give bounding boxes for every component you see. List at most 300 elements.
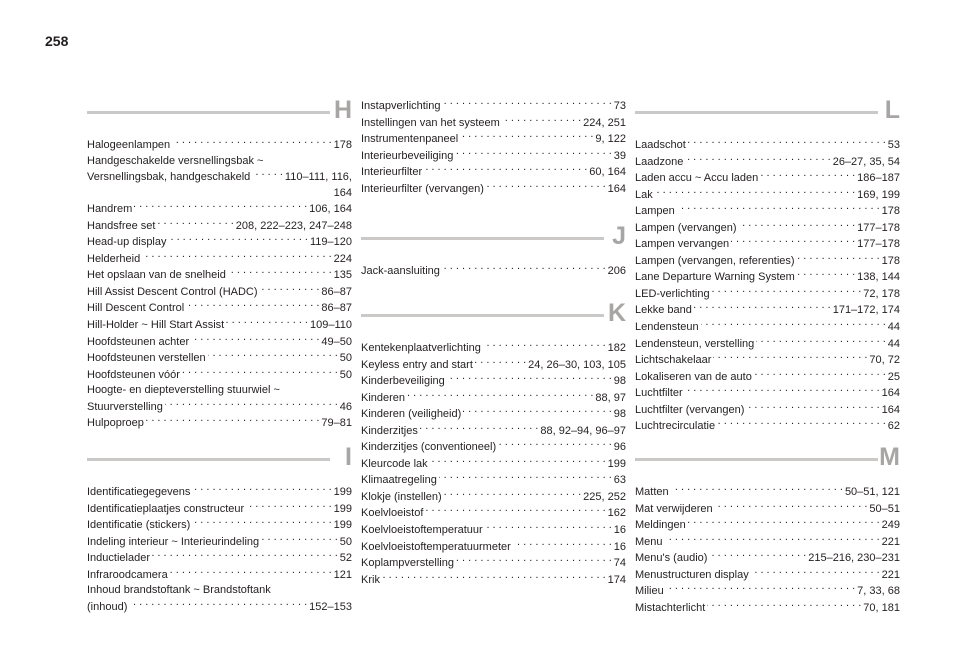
entry-term: Laadschot [635, 139, 686, 151]
dot-leader [701, 319, 886, 330]
entry-term: Kleurcode lak [361, 457, 428, 470]
index-entry [87, 517, 352, 534]
entry-line [361, 181, 626, 198]
dot-leader [756, 336, 886, 347]
entry-pages: 164 [881, 403, 900, 416]
entry-line [361, 164, 626, 181]
entry-line [635, 567, 900, 584]
index-entry [87, 334, 352, 351]
entry-pages: 199 [607, 457, 626, 470]
section-rule [635, 111, 878, 114]
dot-leader [707, 600, 861, 611]
dot-leader [717, 418, 886, 429]
entry-term: Keyless entry and start [361, 358, 473, 371]
entry-list [361, 98, 626, 197]
entry-pages: 225, 252 [583, 490, 626, 503]
index-entry [635, 203, 900, 220]
entry-term-line: Hoogte- en diepteverstelling stuurwiel ~ [87, 384, 280, 397]
entry-pages: 70, 72 [869, 354, 900, 367]
index-entry [361, 148, 626, 165]
entry-line [635, 501, 900, 518]
dot-leader [713, 352, 867, 363]
entry-line [635, 137, 900, 154]
dot-leader [797, 269, 855, 280]
entry-term: Meldingen [635, 519, 686, 532]
dot-leader [760, 170, 855, 181]
entry-term: LED-verlichting [635, 287, 710, 300]
entry-term: Lak [635, 188, 653, 201]
dot-leader [751, 567, 880, 578]
index-entry [635, 253, 900, 270]
index-entry [87, 201, 352, 218]
dot-leader [407, 390, 593, 401]
dot-leader [226, 317, 308, 328]
index-section-l [635, 95, 900, 435]
index-entry [635, 319, 900, 336]
dot-leader [146, 415, 320, 426]
entry-term: Identificatiegegevens [87, 486, 191, 498]
entry-line [87, 415, 352, 432]
entry-line [87, 399, 352, 416]
entry-pages: 9, 122 [595, 133, 626, 146]
entry-pages: 72, 178 [863, 287, 900, 300]
entry-term: Hoofdsteunen verstellen [87, 352, 206, 365]
entry-pages: 79–81 [321, 417, 352, 430]
entry-term: Kinderzitjes [361, 424, 418, 437]
entry-term-line: Inhoud brandstoftank ~ Brandstoftank [87, 584, 271, 597]
index-entry [87, 284, 352, 301]
dot-leader [483, 340, 606, 351]
entry-pages: 50 [339, 352, 352, 365]
entry-pages: 206 [607, 265, 626, 277]
entry-line [635, 352, 900, 369]
entry-term: Lendensteun, verstelling [635, 337, 755, 350]
entry-pages: 135 [333, 269, 352, 282]
entry-line [361, 148, 626, 165]
dot-leader [671, 484, 843, 495]
index-entry [361, 390, 626, 407]
dot-leader [666, 583, 855, 594]
entry-line [361, 456, 626, 473]
dot-leader [246, 501, 331, 512]
entry-line [87, 534, 352, 551]
dot-leader [685, 385, 880, 396]
dot-leader [252, 169, 283, 180]
dot-leader [165, 399, 338, 410]
entry-line [87, 137, 352, 154]
entry-line [361, 115, 626, 132]
entry-term: Lampen (vervangen, referenties) [635, 254, 795, 267]
index-entry [87, 383, 352, 415]
entry-pages: 50 [339, 535, 352, 548]
entry-pages: 110–111, 116, [284, 171, 352, 184]
entry-term-line: Handgeschakelde versnellingsbak ~ [87, 154, 264, 167]
index-entry [361, 340, 626, 357]
entry-pages: 50–51 [869, 502, 900, 515]
entry-pages: 164 [607, 182, 626, 195]
index-entry [87, 484, 352, 501]
dot-leader [152, 550, 338, 561]
entry-list [361, 340, 626, 588]
index-entry [87, 567, 352, 584]
entry-pages: 98 [613, 408, 626, 421]
entry-term: Identificatie (stickers) [87, 519, 191, 532]
dot-leader [169, 234, 308, 245]
entry-pages: 44 [887, 321, 900, 334]
index-entry [635, 534, 900, 551]
entry-pages: 215–216, 230–231 [808, 552, 900, 565]
entry-term: Stuurverstelling [87, 400, 163, 413]
dot-leader [444, 489, 581, 500]
page-number: 258 [45, 33, 69, 49]
entry-term: Hulpoproep [87, 417, 144, 430]
entry-pages: 50–51, 121 [844, 486, 900, 498]
entry-term: Koelvloeistoftemperatuur [361, 524, 483, 537]
entry-term: Menustructuren display [635, 568, 749, 581]
entry-pages: 109–110 [309, 319, 352, 332]
entry-pages: 177–178 [857, 238, 900, 251]
section-header [361, 221, 626, 263]
section-rule [87, 111, 330, 114]
dot-leader [712, 286, 862, 297]
dot-leader [172, 137, 331, 148]
index-entry [361, 423, 626, 440]
index-entry [87, 534, 352, 551]
index-entry [361, 98, 626, 115]
index-section-m [635, 442, 900, 616]
index-entry [87, 137, 352, 154]
entry-pages: 121 [333, 568, 352, 581]
entry-pages: 70, 181 [863, 601, 900, 614]
entry-pages: 26–27, 35, 54 [832, 155, 900, 168]
index-section-i-continued [361, 98, 626, 197]
entry-pages: 169, 199 [857, 188, 900, 201]
entry-pages: 106, 164 [309, 203, 352, 216]
index-entry [635, 187, 900, 204]
entry-term: Het opslaan van de snelheid [87, 269, 226, 282]
section-header [87, 442, 352, 484]
entry-term: Hill-Holder ~ Hill Start Assist [87, 319, 225, 332]
dot-leader [228, 267, 332, 278]
index-entry [635, 385, 900, 402]
section-header [635, 442, 900, 484]
index-entry [87, 583, 352, 615]
dot-leader [463, 406, 611, 417]
entry-list [635, 484, 900, 616]
entry-list [635, 137, 900, 435]
dot-leader [688, 517, 880, 528]
index-entry [635, 269, 900, 286]
entry-pages: 53 [887, 139, 900, 151]
entry-line [87, 367, 352, 384]
entry-line [361, 98, 626, 115]
index-entry [635, 484, 900, 501]
entry-pages: 16 [613, 540, 626, 553]
entry-pages: 88, 97 [595, 391, 626, 404]
index-entry [635, 302, 900, 319]
entry-pages: 221 [881, 535, 900, 548]
index-entry [635, 550, 900, 567]
entry-term: Laden accu ~ Accu laden [635, 172, 759, 185]
entry-pages: 164 [881, 387, 900, 400]
entry-line [87, 201, 352, 218]
dot-leader [382, 572, 606, 583]
index-entry [87, 300, 352, 317]
entry-pages: 177–178 [857, 221, 900, 234]
entry-pages: 249 [881, 519, 900, 532]
entry-line [635, 154, 900, 171]
entry-line [635, 286, 900, 303]
entry-term: Kinderzitjes (conventioneel) [361, 441, 497, 454]
entry-pages: 25 [887, 370, 900, 383]
entry-pages: 178 [881, 205, 900, 218]
entry-term: Menu's (audio) [635, 552, 708, 565]
section-letter: I [345, 443, 352, 471]
entry-line [87, 501, 352, 518]
entry-line [361, 340, 626, 357]
entry-line [87, 334, 352, 351]
entry-term: Hill Assist Descent Control (HADC) [87, 285, 258, 298]
entry-pages: 16 [613, 524, 626, 537]
dot-leader [754, 369, 886, 380]
entry-term: Lane Departure Warning System [635, 271, 795, 284]
entry-line [361, 489, 626, 506]
entry-line [635, 534, 900, 551]
index-entry [361, 115, 626, 132]
entry-term: Laadzone [635, 155, 684, 168]
entry-line [635, 302, 900, 319]
entry-term: Milieu [635, 585, 664, 598]
index-entry [635, 170, 900, 187]
entry-term: Interieurfilter [361, 166, 423, 179]
entry-term: Head-up display [87, 236, 167, 249]
entry-term: Lichtschakelaar [635, 354, 712, 367]
index-entry [361, 406, 626, 423]
dot-leader [502, 115, 581, 126]
entry-line [635, 418, 900, 435]
entry-line [635, 253, 900, 270]
index-entry [87, 317, 352, 334]
entry-line [361, 572, 626, 589]
dot-leader [192, 517, 331, 528]
entry-term: Luchtfilter [635, 387, 683, 400]
index-entry [361, 505, 626, 522]
dot-leader [134, 201, 307, 212]
index-section-i [87, 442, 352, 615]
entry-term: Hoofdsteunen achter [87, 335, 190, 348]
entry-line [87, 300, 352, 317]
entry-pages: 119–120 [309, 236, 352, 249]
entry-pages: 224 [333, 252, 352, 265]
entry-pages: 24, 26–30, 103, 105 [528, 358, 626, 371]
index-entry [87, 267, 352, 284]
index-entry [87, 234, 352, 251]
entry-list [87, 484, 352, 615]
entry-term: Instellingen van het systeem [361, 116, 500, 129]
index-entry [361, 555, 626, 572]
entry-pages: 50 [339, 368, 352, 381]
entry-pages: 62 [887, 420, 900, 433]
index-entry [635, 286, 900, 303]
dot-leader [694, 302, 831, 313]
entry-pages: 174 [607, 573, 626, 586]
dot-leader [439, 472, 612, 483]
entry-term: Indeling interieur ~ Interieurindeling [87, 535, 260, 548]
entry-term: Interieurbeveiliging [361, 149, 454, 162]
index-entry [87, 251, 352, 268]
entry-line [635, 550, 900, 567]
index-entry [361, 522, 626, 539]
entry-pages: 88, 92–94, 96–97 [540, 424, 626, 437]
section-letter: L [884, 96, 900, 124]
entry-line [361, 357, 626, 374]
entry-line [87, 251, 352, 268]
index-entry [361, 263, 626, 280]
entry-line [361, 472, 626, 489]
index-entry [87, 154, 352, 202]
entry-pages: 73 [613, 100, 626, 112]
index-entry [635, 517, 900, 534]
entry-term: Handrem [87, 203, 133, 216]
entry-list [361, 263, 626, 280]
index-entry [635, 402, 900, 419]
dot-leader [425, 505, 605, 516]
entry-pages: 221 [881, 568, 900, 581]
entry-pages: 7, 33, 68 [857, 585, 900, 598]
entry-term: Infraroodcamera [87, 568, 168, 581]
entry-term: Luchtfilter (vervangen) [635, 403, 745, 416]
entry-term: Matten [635, 486, 669, 498]
entry-pages: 178 [333, 139, 352, 151]
entry-term: Lendensteun [635, 321, 699, 334]
dot-leader [142, 251, 331, 262]
entry-term: Mat verwijderen [635, 502, 713, 515]
index-entry [87, 501, 352, 518]
entry-term: Lampen vervangen [635, 238, 730, 251]
index-entry [361, 181, 626, 198]
entry-line [635, 583, 900, 600]
dot-leader [182, 367, 338, 378]
entry-term: Lampen [635, 205, 675, 218]
dot-leader [677, 203, 880, 214]
index-entry [361, 572, 626, 589]
entry-line [361, 539, 626, 556]
index-entry [635, 369, 900, 386]
entry-pages: 52 [339, 552, 352, 565]
entry-line [635, 517, 900, 534]
section-letter: M [879, 443, 900, 471]
entry-term: Menu [635, 535, 663, 548]
entry-pages: 86–87 [321, 285, 352, 298]
entry-pages: 39 [613, 149, 626, 162]
entry-pages: 182 [607, 342, 626, 354]
index-entry [635, 352, 900, 369]
index-entry [87, 415, 352, 432]
index-entry [361, 472, 626, 489]
entry-term: Halogeenlampen [87, 139, 171, 151]
index-entry [635, 583, 900, 600]
entry-line [87, 350, 352, 367]
entry-line [635, 336, 900, 353]
entry-line [87, 169, 352, 186]
dot-leader [797, 253, 880, 264]
dot-leader [655, 187, 855, 198]
dot-leader [170, 567, 332, 578]
dot-leader [746, 402, 879, 413]
entry-pages: 199 [333, 486, 352, 498]
entry-term: Klimaatregeling [361, 474, 437, 487]
entry-line [635, 236, 900, 253]
dot-leader [709, 550, 806, 561]
entry-line [361, 373, 626, 390]
entry-line [361, 522, 626, 539]
dot-leader [261, 534, 338, 545]
entry-line [361, 406, 626, 423]
entry-pages: 63 [613, 474, 626, 487]
entry-line [635, 600, 900, 617]
entry-pages: 178 [881, 254, 900, 267]
dot-leader [430, 456, 606, 467]
entry-term: Hoofdsteunen vóór [87, 368, 180, 381]
dot-leader [715, 501, 868, 512]
index-entry [635, 600, 900, 617]
index-entry [87, 350, 352, 367]
entry-pages: 44 [887, 337, 900, 350]
section-letter: K [607, 299, 626, 327]
entry-line [635, 269, 900, 286]
dot-leader [685, 154, 830, 165]
entry-pages: 152–153 [309, 600, 352, 613]
entry-term: Instapverlichting [361, 100, 441, 112]
section-header [361, 298, 626, 340]
entry-line [635, 369, 900, 386]
entry-line [361, 263, 626, 280]
entry-line [361, 131, 626, 148]
entry-term: Hill Descent Control [87, 302, 185, 315]
section-rule [361, 237, 604, 240]
dot-leader [260, 284, 320, 295]
entry-pages: 186–187 [857, 172, 900, 185]
dot-leader [455, 148, 611, 159]
index-entry [361, 164, 626, 181]
index-entry [635, 336, 900, 353]
dot-leader [191, 334, 319, 345]
entry-line [87, 599, 352, 616]
index-entry [635, 567, 900, 584]
dot-leader [186, 300, 319, 311]
dot-leader [513, 539, 612, 550]
entry-term: Koelvloeistoftemperatuurmeter [361, 540, 511, 553]
entry-line [87, 267, 352, 284]
entry-line [87, 317, 352, 334]
entry-term: Lampen (vervangen) [635, 221, 737, 234]
section-rule [361, 314, 604, 317]
dot-leader [192, 484, 331, 495]
entry-line [87, 234, 352, 251]
index-entry [635, 137, 900, 154]
entry-line [361, 439, 626, 456]
entry-line [635, 203, 900, 220]
entry-pages: 46 [339, 400, 352, 413]
entry-term: Kinderbeveiliging [361, 375, 445, 388]
entry-line [361, 423, 626, 440]
dot-leader [420, 423, 539, 434]
entry-line [87, 284, 352, 301]
dot-leader [456, 555, 612, 566]
dot-leader [442, 263, 606, 274]
entry-pages: 199 [333, 519, 352, 532]
entry-line [361, 505, 626, 522]
